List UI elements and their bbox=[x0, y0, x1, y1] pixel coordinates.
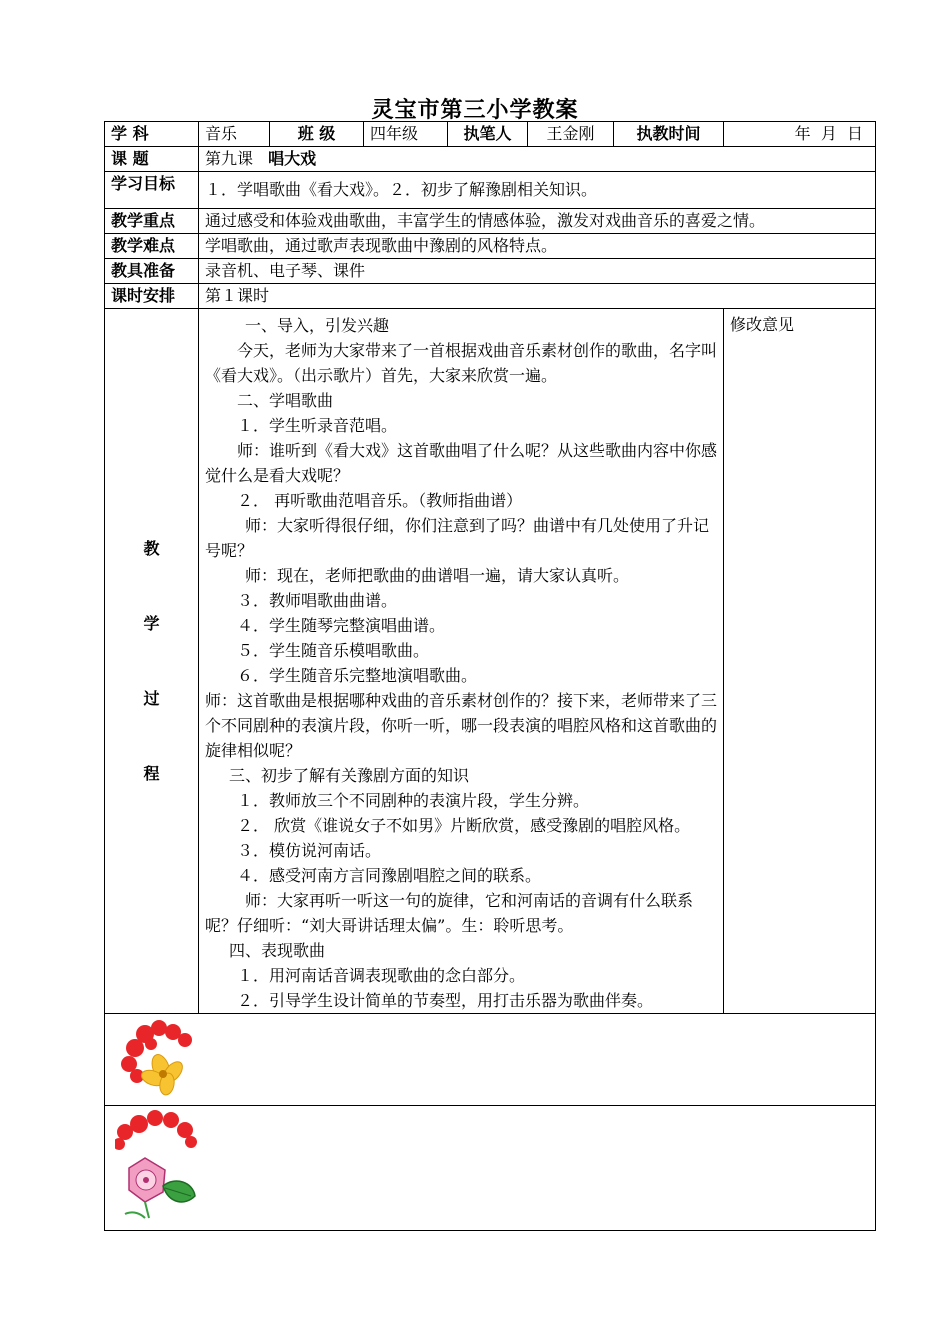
process-row bbox=[105, 309, 876, 1014]
difficulties-text: 学唱歌曲，通过歌声表现歌曲中豫剧的风格特点。 bbox=[199, 234, 876, 259]
schedule-label: 课时安排 bbox=[105, 284, 199, 309]
schedule-text: 第１课时 bbox=[199, 284, 876, 309]
process-label-char: 程 bbox=[143, 763, 160, 783]
process-line: ２．引导学生设计简单的节奏型，用打击乐器为歌曲伴奏。 bbox=[237, 991, 654, 1010]
header-row bbox=[105, 122, 876, 147]
process-line: ４．感受河南方言同豫剧唱腔之间的联系。 bbox=[237, 866, 542, 885]
process-line: 四、表现歌曲 bbox=[229, 941, 326, 960]
process-content bbox=[199, 309, 724, 1014]
process-label-char: 学 bbox=[143, 613, 160, 633]
notes-label: 修改意见 bbox=[730, 315, 795, 334]
process-line: ６．学生随音乐完整地演唱歌曲。 bbox=[237, 666, 478, 685]
reflection-cell bbox=[105, 1106, 876, 1231]
author-label: 执笔人 bbox=[448, 122, 528, 147]
lesson-plan-table bbox=[104, 121, 876, 1231]
key-points-row bbox=[105, 209, 876, 234]
lesson-plan bbox=[104, 121, 875, 1229]
morning-glory-icon bbox=[115, 1110, 199, 1222]
process-line: １．教师放三个不同剧种的表演片段，学生分辨。 bbox=[237, 791, 590, 810]
process-line: 师：大家再听一听这一句的旋律，它和河南话的音调有什么联系呢？仔细听：“刘大哥讲话理太偏”。生：聆听思考。 bbox=[205, 891, 694, 935]
schedule-row bbox=[105, 284, 876, 309]
process-line: 师：大家听得很仔细，你们注意到了吗？曲谱中有几处使用了升记号呢？ bbox=[205, 516, 710, 560]
process-line: ３．模仿说河南话。 bbox=[237, 841, 382, 860]
process-line: １．用河南话音调表现歌曲的念白部分。 bbox=[237, 966, 526, 985]
difficulties-row bbox=[105, 234, 876, 259]
goals-label: 学习目标 bbox=[105, 172, 199, 209]
time-label: 执教时间 bbox=[614, 122, 724, 147]
key-points-text: 通过感受和体验戏曲歌曲，丰富学生的情感体验，激发对戏曲音乐的喜爱之情。 bbox=[199, 209, 876, 234]
reflection-row-2 bbox=[105, 1106, 876, 1231]
process-line: 今天，老师为大家带来了一首根据戏曲音乐素材创作的歌曲，名字叫《看大戏》。（出示歌片）首先，大家来欣赏一遍。 bbox=[205, 341, 718, 385]
subject-label: 学 科 bbox=[105, 122, 199, 147]
topic-lesson: 第九课 bbox=[205, 149, 254, 168]
page-title: 灵宝市第三小学教案 bbox=[371, 97, 579, 123]
reflection-cell bbox=[105, 1014, 876, 1106]
process-line: 一、导入，引发兴趣 bbox=[245, 316, 390, 335]
process-label-char: 过 bbox=[143, 688, 160, 708]
class-value: 四年级 bbox=[364, 122, 448, 147]
topic-label: 课 题 bbox=[105, 147, 199, 172]
tools-row bbox=[105, 259, 876, 284]
process-line: 三、初步了解有关豫剧方面的知识 bbox=[229, 766, 470, 785]
red-yellow-flower-icon bbox=[115, 1018, 195, 1096]
topic-row bbox=[105, 147, 876, 172]
author-value: 王金刚 bbox=[528, 122, 614, 147]
subject-value: 音乐 bbox=[199, 122, 270, 147]
date-value: 年 月 日 bbox=[724, 122, 876, 147]
process-label bbox=[105, 309, 199, 1014]
process-line: ３．教师唱歌曲曲谱。 bbox=[237, 591, 398, 610]
process-line: ４．学生随琴完整演唱曲谱。 bbox=[237, 616, 446, 635]
goals-text: １．学唱歌曲《看大戏》。２．初步了解豫剧相关知识。 bbox=[199, 172, 876, 209]
process-line: １．学生听录音范唱。 bbox=[237, 416, 398, 435]
topic-name: 唱大戏 bbox=[268, 149, 317, 168]
key-points-label: 教学重点 bbox=[105, 209, 199, 234]
class-label: 班 级 bbox=[270, 122, 364, 147]
notes-cell bbox=[724, 309, 876, 1014]
tools-text: 录音机、电子琴、课件 bbox=[199, 259, 876, 284]
reflection-row-1 bbox=[105, 1014, 876, 1106]
process-line: 师：谁听到《看大戏》这首歌曲唱了什么呢？从这些歌曲内容中你感觉什么是看大戏呢？ bbox=[205, 441, 718, 485]
goals-row bbox=[105, 172, 876, 209]
process-line: ２． 再听歌曲范唱音乐。（教师指曲谱） bbox=[237, 491, 523, 510]
process-label-char: 教 bbox=[143, 538, 160, 558]
process-line: ２． 欣赏《谁说女子不如男》片断欣赏，感受豫剧的唱腔风格。 bbox=[237, 816, 691, 835]
difficulties-label: 教学难点 bbox=[105, 234, 199, 259]
process-line: 二、学唱歌曲 bbox=[237, 391, 334, 410]
tools-label: 教具准备 bbox=[105, 259, 199, 284]
process-line: 师：这首歌曲是根据哪种戏曲的音乐素材创作的？接下来，老师带来了三个不同剧种的表演片段，你听一听，哪一段表演的唱腔风格和这首歌曲的旋律相似呢？ bbox=[205, 691, 718, 760]
process-line: 师：现在，老师把歌曲的曲谱唱一遍，请大家认真听。 bbox=[245, 566, 630, 585]
process-line: ５．学生随音乐模唱歌曲。 bbox=[237, 641, 430, 660]
